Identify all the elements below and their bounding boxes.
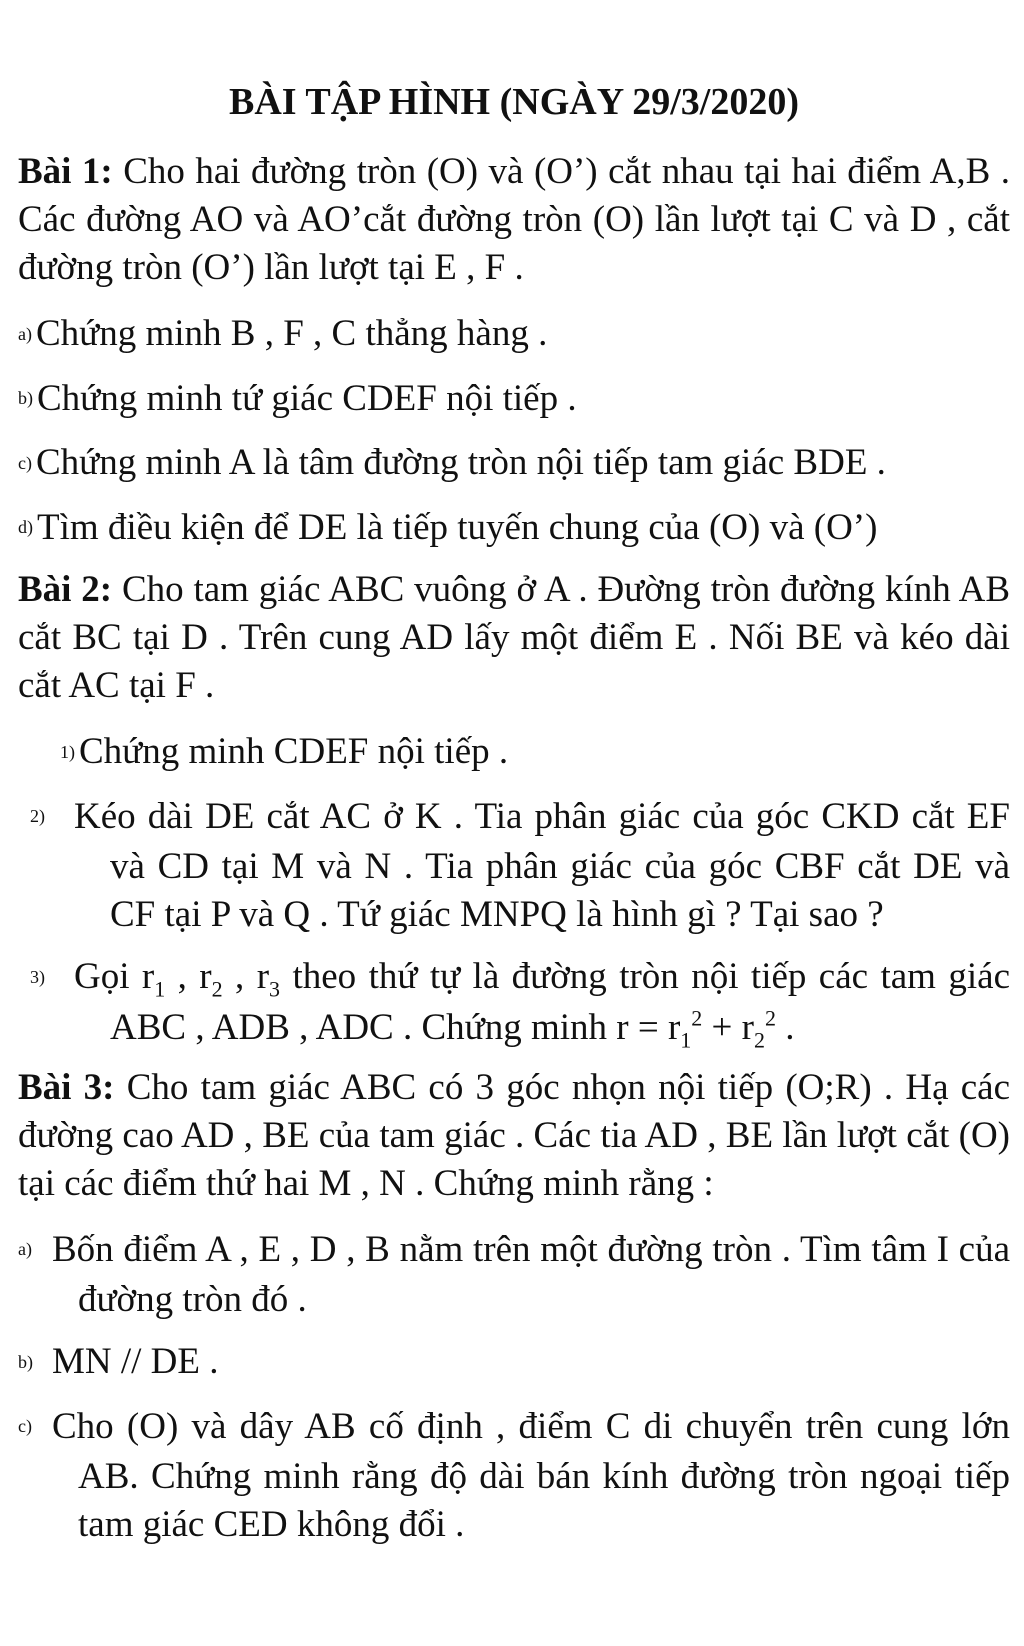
- exercise-2-text: Cho tam giác ABC vuông ở A . Đường tròn đường kính AB cắt BC tại D . Trên cung AD lấy một điểm E . Nối BE và kéo dài cắt AC tại F .: [18, 569, 1010, 707]
- subscript: 2: [211, 976, 223, 1002]
- subscript: 3: [269, 976, 281, 1002]
- exercise-2-statement: [18, 566, 1010, 710]
- superscript: 2: [691, 1005, 703, 1031]
- exercise-3-heading: Bài 3:: [18, 1066, 115, 1108]
- exercise-3-item-b: b) MN // DE .: [18, 1341, 219, 1383]
- exercise-1-item-b: [18, 375, 1010, 426]
- exercise-1-text: Cho hai đường tròn (O) và (O’) cắt nhau tại hai điểm A,B . Các đường AO và AO’cắt đường tròn (O) lần lượt tại C và D , cắt đường tròn (O’) lần lượt tại E , F .: [18, 151, 1010, 288]
- subscript: 1: [154, 976, 166, 1002]
- item-label: b): [18, 388, 33, 409]
- item-text: Chứng minh B , F , C thẳng hàng .: [35, 313, 548, 354]
- item-text: Cho (O) và dây AB cố định , điểm C di chuyển trên cung lớn AB. Chứng minh rằng độ dài bán kính đường tròn ngoại tiếp tam giác CED không đổi .: [52, 1405, 1010, 1546]
- page-title: BÀI TẬP HÌNH (NGÀY 29/3/2020): [228, 81, 800, 123]
- item-label: 1): [60, 741, 75, 762]
- item-text: Tìm điều kiện để DE là tiếp tuyến chung của (O) và (O’): [37, 506, 878, 548]
- exercise-2-heading: Bài 2:: [18, 569, 113, 611]
- exercise-1-heading: Bài 1:: [18, 151, 113, 192]
- item-text: Chứng minh CDEF nội tiếp .: [79, 731, 509, 773]
- exercise-1-statement: [18, 148, 1010, 292]
- exercise-1-item-a: [18, 310, 1010, 361]
- item-text-part: theo thứ tự là đường tròn nội tiếp các tam giác ABC , ADB , ADC . Chứng minh r = r: [110, 956, 1010, 1048]
- exercise-1-item-c: [18, 439, 1010, 490]
- item-text: Chứng minh A là tâm đường tròn nội tiếp tam giác BDE .: [35, 442, 886, 484]
- exercise-2-item-3: 3) Gọi $r_1$ , $r_2$ , $r_3$ theo thứ tự là đường tròn nội tiếp các tam giác ABC , ADB , ADC . Chứng minh $r = r_1^2 + r_2^2$ .: [30, 956, 1010, 1052]
- superscript: 2: [765, 1005, 776, 1031]
- exercise-3-item-c: c) Cho (O) và dây AB cố định , điểm C di chuyển trên cung lớn AB. Chứng minh rằng độ dài bán kính đường tròn ngoại tiếp tam giác CED không đổi .: [18, 1405, 1010, 1546]
- item-text: Chứng minh tứ giác CDEF nội tiếp .: [37, 377, 577, 419]
- exercise-2-item-1: [18, 728, 1010, 779]
- item-label: d): [18, 517, 33, 538]
- exercise-3-item-a: a) Bốn điểm A , E , D , B nằm trên một đường tròn . Tìm tâm I của đường tròn đó .: [18, 1228, 1010, 1321]
- exercise-1-item-d: [18, 504, 1010, 555]
- item-text: MN // DE .: [52, 1341, 219, 1383]
- item-text-part: , r: [165, 956, 212, 998]
- item-label: c): [18, 452, 32, 473]
- item-label: a): [18, 323, 32, 344]
- exercise-3-statement: [18, 1064, 1010, 1208]
- exercise-3-text: Cho tam giác ABC có 3 góc nhọn nội tiếp (O;R) . Hạ các đường cao AD , BE của tam giác . Các tia AD , BE lần lượt cắt (O) tại các điểm thứ hai M , N . Chứng minh rằng :: [18, 1066, 1010, 1204]
- item-text-part: + r: [702, 1006, 754, 1048]
- subscript: 2: [754, 1027, 765, 1052]
- subscript: 1: [680, 1027, 692, 1052]
- exercise-2-item-2: 2) Kéo dài DE cắt AC ở K . Tia phân giác của góc CKD cắt EF và CD tại M và N . Tia phân giác của góc CBF cắt DE và CF tại P và Q . Tứ giác MNPQ là hình gì ? Tại sao ?: [30, 795, 1010, 936]
- item-text-part: , r: [222, 956, 270, 998]
- item-text-part: Gọi r: [74, 956, 155, 998]
- item-text-part: .: [776, 1006, 795, 1048]
- item-text: Kéo dài DE cắt AC ở K . Tia phân giác của góc CKD cắt EF và CD tại M và N . Tia phân giác của góc CBF cắt DE và CF tại P và Q . Tứ giác MNPQ là hình gì ? Tại sao ?: [74, 795, 1010, 936]
- item-text: Bốn điểm A , E , D , B nằm trên một đường tròn . Tìm tâm I của đường tròn đó .: [52, 1228, 1010, 1321]
